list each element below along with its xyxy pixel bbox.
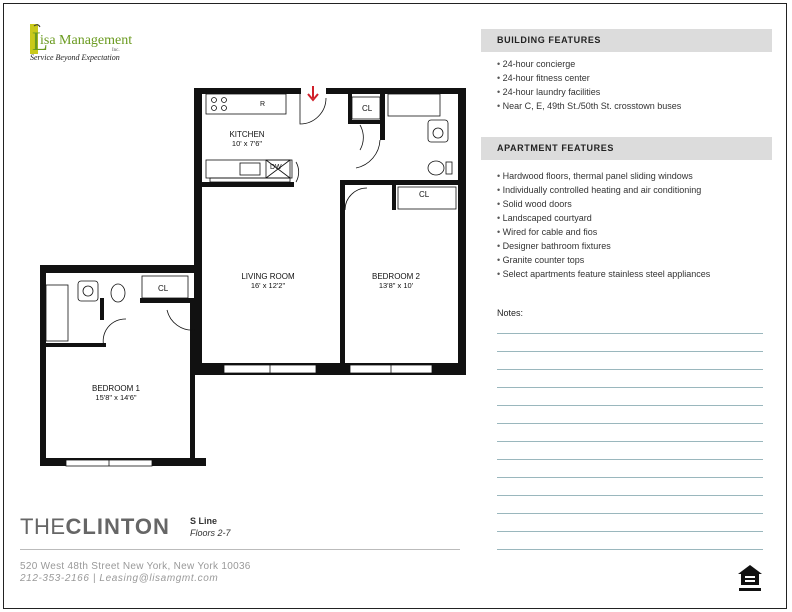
kitchen-label (222, 130, 272, 148)
closet-label: CL (362, 104, 373, 113)
list-item: • Individually controlled heating and air conditioning (497, 183, 710, 197)
unit-line: S Line (190, 516, 218, 526)
entry-arrow-icon (308, 86, 318, 100)
wall (202, 182, 294, 187)
bedroom-2-dim: 13'8" x 10' (378, 281, 414, 290)
wall (194, 88, 301, 94)
building-address: 520 West 48th Street New York, New York 10036 (20, 561, 251, 572)
wall (380, 94, 385, 140)
list-item: • Granite counter tops (497, 253, 710, 267)
floor-plan (0, 0, 480, 470)
wall (340, 180, 345, 368)
closet-label: CL (419, 190, 430, 199)
bedroom-1-name: BEDROOM 1 (91, 384, 140, 393)
note-line (497, 477, 763, 478)
contact-info: 212-353-2166 | Leasing@lisamgmt.com (20, 573, 219, 584)
note-line (497, 459, 763, 460)
list-item: • Solid wood doors (497, 197, 710, 211)
note-line (497, 387, 763, 388)
note-line (497, 513, 763, 514)
notes-label: Notes: (497, 308, 524, 318)
closet-label: CL (158, 284, 169, 293)
apartment-features-list (497, 169, 710, 281)
wall (392, 185, 396, 210)
wall (458, 88, 466, 373)
wall (40, 265, 202, 273)
range-label: R (260, 101, 266, 108)
wall (380, 180, 458, 185)
living-room-label (228, 272, 308, 290)
wall (100, 298, 104, 320)
company-tagline: Service Beyond Expectation (30, 53, 120, 62)
wall (40, 265, 46, 465)
dishwasher-label: DW (270, 164, 282, 171)
note-line (497, 495, 763, 496)
wall (46, 343, 106, 347)
wall (140, 298, 195, 303)
living-room-name: LIVING ROOM (241, 272, 295, 281)
list-item: • Landscaped courtyard (497, 211, 710, 225)
svg-text:L: L (32, 27, 48, 56)
building-prefix: THE (20, 514, 66, 539)
wall (348, 120, 380, 124)
kitchen-dim: 10' x 7'6" (231, 139, 263, 148)
living-room-dim: 16' x 12'2" (250, 281, 286, 290)
list-item: • 24-hour concierge (497, 57, 681, 71)
wall (326, 88, 466, 94)
list-item: • Select apartments feature stainless steel appliances (497, 267, 710, 281)
note-line (497, 369, 763, 370)
apartment-features-header: APARTMENT FEATURES (481, 137, 772, 160)
company-name: isa Management (40, 33, 133, 48)
building-name-bold: CLINTON (65, 514, 170, 539)
note-line (497, 333, 763, 334)
note-line (497, 423, 763, 424)
note-line (497, 405, 763, 406)
list-item: • 24-hour laundry facilities (497, 85, 681, 99)
note-line (497, 441, 763, 442)
list-item: • Hardwood floors, thermal panel sliding windows (497, 169, 710, 183)
bedroom-2-label (356, 272, 436, 290)
building-features-header: BUILDING FEATURES (481, 29, 772, 52)
bedroom-1-dim: 15'8" x 14'6" (95, 393, 137, 402)
equal-housing-icon (737, 563, 763, 593)
wall (190, 300, 195, 465)
kitchen-name: KITCHEN (229, 130, 265, 139)
wall (194, 88, 202, 373)
list-item: • Designer bathroom fixtures (497, 239, 710, 253)
building-features-list (497, 57, 681, 113)
list-item: • Wired for cable and fios (497, 225, 710, 239)
bedroom-1-label (76, 384, 156, 402)
list-item: • Near C, E, 49th St./50th St. crosstown buses (497, 99, 681, 113)
wall (348, 94, 352, 124)
footer-divider (20, 549, 460, 550)
unit-floors: Floors 2-7 (190, 528, 231, 538)
list-item: • 24-hour fitness center (497, 71, 681, 85)
building-name (20, 514, 170, 540)
company-inc: Inc. (112, 48, 120, 53)
note-line (497, 549, 763, 550)
bedroom-2-name: BEDROOM 2 (371, 272, 420, 281)
note-line (497, 351, 763, 352)
note-line (497, 531, 763, 532)
